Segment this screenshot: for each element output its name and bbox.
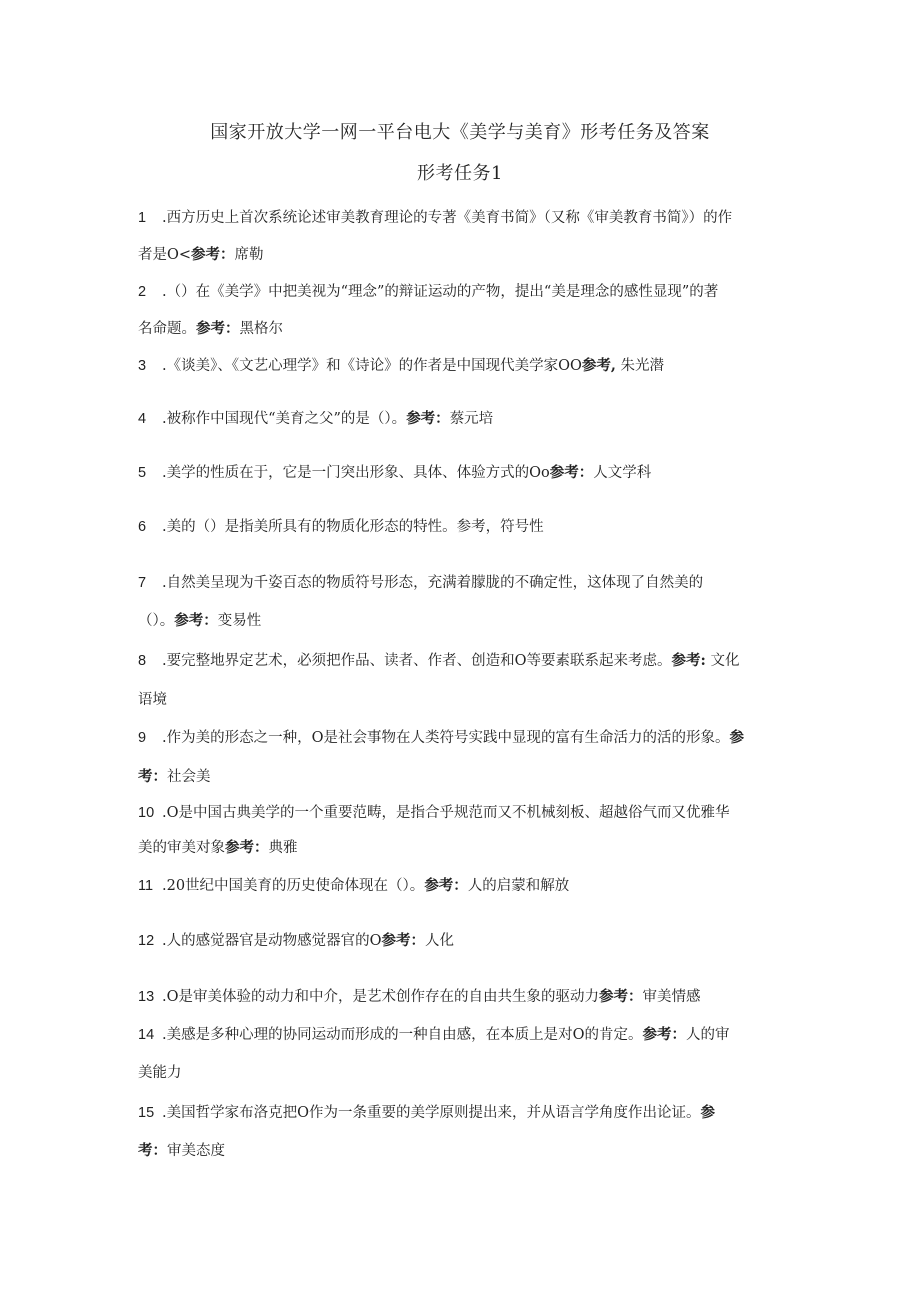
question-1	[138, 206, 732, 227]
answer-text: 人的启蒙和解放	[467, 878, 570, 894]
question-1-cont	[138, 243, 264, 264]
question-text: .O是中国古典美学的一个重要范畴，是指合乎规范而又不机械刻板、超越俗气而又优雅华	[162, 805, 730, 821]
question-3	[138, 354, 664, 375]
question-number: 12	[138, 933, 155, 949]
question-text: .被称作中国现代“美育之父”的是（）。	[162, 411, 407, 427]
answer-label: 参考：	[642, 1026, 686, 1043]
question-text: .美感是多种心理的协同运动而形成的一种自由感，在本质上是对O的肯定。	[162, 1027, 643, 1043]
question-text: .人的感觉器官是动物感觉器官的O	[162, 933, 382, 949]
question-text: .要完整地界定艺术，必须把作品、读者、作者、创造和O等要素联系起来考虑。	[162, 653, 672, 669]
question-text: .美学的性质在于，它是一门突出形象、具体、体验方式的Oo	[162, 465, 550, 481]
question-number: 13	[138, 989, 155, 1005]
question-number: 1	[138, 210, 147, 226]
answer-text: 席勒	[234, 247, 264, 263]
answer-label: 参考：	[549, 464, 594, 481]
answer-label: 考：	[138, 1142, 167, 1159]
question-2	[138, 280, 718, 301]
question-number: 6	[138, 519, 147, 535]
question-number: 3	[138, 358, 147, 374]
question-7-cont	[138, 609, 261, 630]
question-2-cont	[138, 317, 283, 338]
answer-text: 朱光潜	[615, 358, 665, 374]
answer-text: 语境	[138, 692, 167, 708]
answer-label: 参考:	[671, 652, 706, 669]
question-number: 7	[138, 575, 147, 591]
question-text: （）。	[138, 613, 175, 629]
answer-label: 参考,	[581, 357, 616, 374]
answer-text: 人文学科	[593, 465, 652, 481]
question-text: .《谈美》、《文艺心理学》和《诗论》的作者是中国现代美学家OO	[162, 358, 582, 374]
question-number: 10	[138, 805, 155, 821]
question-15-cont	[138, 1139, 225, 1160]
answer-label: 参	[729, 729, 744, 746]
question-text: .O是审美体验的动力和中介，是艺术创作存在的自由共生象的驱动力	[162, 989, 599, 1005]
question-number: 11	[138, 878, 154, 894]
question-6	[138, 515, 544, 536]
answer-text: 审美情感	[642, 989, 701, 1005]
answer-label: 考：	[138, 768, 167, 785]
answer-text: 蔡元培	[449, 411, 494, 427]
answer-label: 参	[700, 1104, 715, 1121]
answer-text: 黑格尔	[239, 321, 283, 337]
question-number: 9	[138, 730, 147, 746]
question-10	[138, 801, 730, 822]
question-number: 2	[138, 284, 147, 300]
question-12	[138, 929, 454, 950]
section-heading: 形考任务1	[417, 163, 503, 184]
question-14-cont	[138, 1061, 182, 1082]
question-text: 美的审美对象	[138, 840, 225, 856]
answer-text: 典雅	[268, 840, 298, 856]
question-9-cont	[138, 765, 211, 786]
question-number: 5	[138, 465, 147, 481]
question-number: 15	[138, 1105, 155, 1121]
answer-label: 参考：	[424, 877, 468, 894]
question-5	[138, 461, 651, 482]
question-4	[138, 407, 493, 428]
answer-label: 参考：	[381, 932, 425, 949]
answer-label: 参考：	[174, 612, 218, 629]
answer-label: 参考：	[406, 410, 450, 427]
question-number: 8	[138, 653, 147, 669]
answer-text: 美能力	[138, 1065, 182, 1081]
answer-label: 参考：	[191, 246, 235, 263]
question-9	[138, 726, 744, 747]
question-text: 者是O<	[138, 247, 192, 263]
question-number: 14	[138, 1027, 155, 1043]
question-15	[138, 1101, 715, 1122]
answer-text: 人的审	[686, 1027, 730, 1043]
question-text: .自然美呈现为千姿百态的物质符号形态，充满着朦胧的不确定性，这体现了自然美的	[162, 575, 704, 591]
answer-text: 社会美	[167, 769, 211, 785]
document-title: 国家开放大学一网一平台电大《美学与美育》形考任务及答案	[210, 122, 710, 143]
answer-text: 人化	[425, 933, 454, 949]
question-text: .西方历史上首次系统论述审美教育理论的专著《美育书简》（又称《审美教育书简》）的作	[162, 210, 733, 226]
question-text: .作为美的形态之一种，O是社会事物在人类符号实践中显现的富有生命活力的活的形象。	[162, 730, 730, 746]
answer-text: 审美态度	[167, 1143, 225, 1159]
question-13	[138, 985, 701, 1006]
question-text: .（）在《美学》中把美视为“理念”的辩证运动的产物，提出“美是理念的感性显现”的著	[162, 284, 719, 300]
question-14	[138, 1023, 730, 1044]
answer-label: 参考：	[599, 988, 643, 1005]
answer-text: 文化	[705, 653, 740, 669]
question-number: 4	[138, 411, 147, 427]
answer-label: 参考：	[225, 839, 269, 856]
question-text: .美的（）是指美所具有的物质化形态的特性。参考，符号性	[162, 519, 544, 535]
question-text: 名命题。	[138, 321, 196, 337]
question-8	[138, 649, 739, 670]
question-text: .20世纪中国美育的历史使命体现在（）。	[162, 878, 425, 894]
answer-text: 变易性	[217, 613, 262, 629]
question-10-cont	[138, 836, 298, 857]
question-11	[138, 874, 569, 895]
question-text: .美国哲学家布洛克把O作为一条重要的美学原则提出来，并从语言学角度作出论证。	[162, 1105, 701, 1121]
question-7	[138, 571, 703, 592]
answer-label: 参考：	[196, 320, 240, 337]
question-8-cont	[138, 688, 167, 709]
